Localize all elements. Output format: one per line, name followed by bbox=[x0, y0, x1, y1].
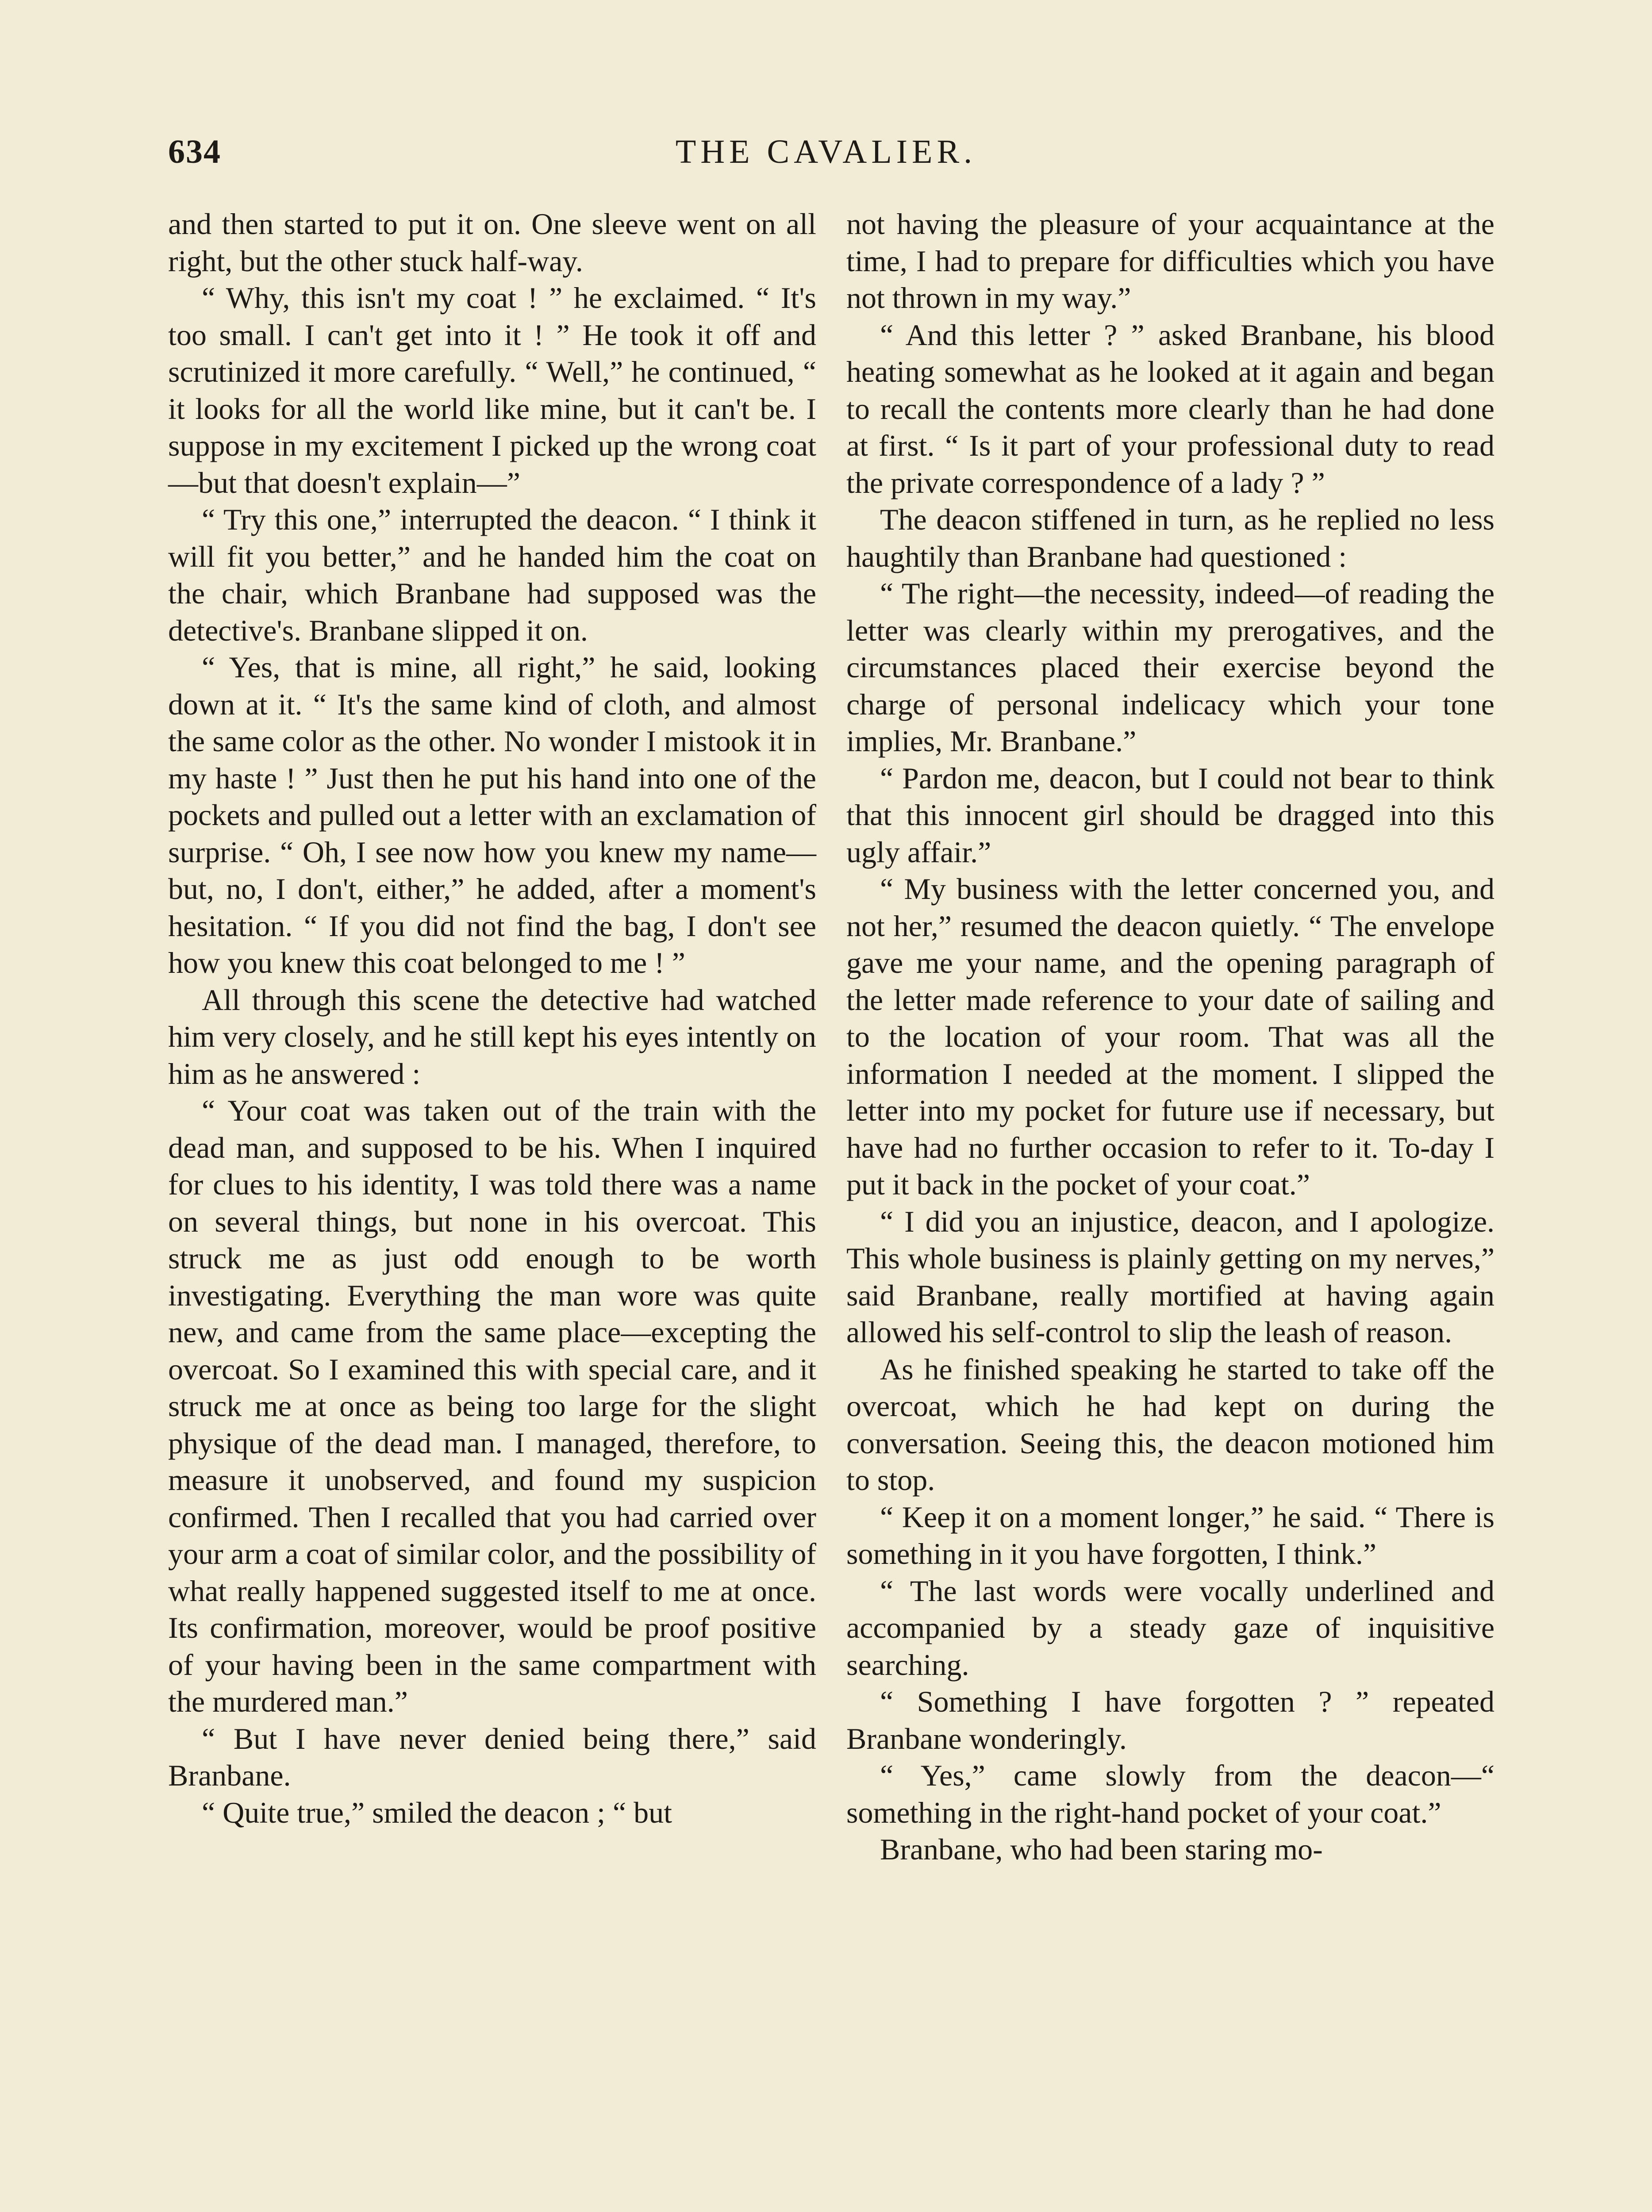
paragraph: “ Yes, that is mine, all right,” he said, looking down at it. “ It's the same kind of cloth, and almost the same color as the other. No wonder I mistook it in my haste ! ” Just then he put his hand into one of the pockets and pulled out a letter with an exclamation of surprise. “ Oh, I see now how you knew my name—but, no, I don't, either,” he added, after a moment's hesitation. “ If you did not find the bag, I don't see how you knew this coat belonged to me ! ” bbox=[168, 650, 816, 979]
paragraph: All through this scene the detective had watched him very closely, and he still kept his eyes intently on him as he answered : bbox=[168, 983, 816, 1091]
left-column bbox=[168, 206, 816, 1831]
paragraph: “ Yes,” came slowly from the deacon—“ something in the right-hand pocket of your coat.” bbox=[846, 1759, 1494, 1829]
paragraph: Branbane, who had been staring mo- bbox=[880, 1832, 1323, 1866]
paragraph: “ Your coat was taken out of the train with the dead man, and supposed to be his. When I inquired for clues to his identity, I was told there was a name on several things, but none in his overcoat. This struck me as just odd enough to be worth investigating. Everything the man wore was quite new, and came from the same place—excepting the overcoat. So I examined this with special care, and it struck me at once as being too large for the slight physique of the dead man. I managed, therefore, to measure it unobserved, and found my suspicion confirmed. Then I recalled that you had carried over your arm a coat of similar color, and the possibility of what really happened suggested itself to me at once. Its confirmation, moreover, would be proof positive of your having been in the same compartment with the murdered man.” bbox=[168, 1094, 816, 1718]
page-number: 634 bbox=[168, 133, 221, 170]
paragraph: “ Something I have forgotten ? ” repeated Branbane wonderingly. bbox=[846, 1685, 1494, 1755]
paragraph: “ The last words were vocally underlined and accompanied by a steady gaze of inquisitive searching. bbox=[846, 1574, 1494, 1682]
paragraph: and then started to put it on. One sleeve went on all right, but the other stuck half-way. bbox=[168, 207, 816, 278]
paragraph: “ And this letter ? ” asked Branbane, his blood heating somewhat as he looked at it again and began to recall the contents more clearly than he had done at first. “ Is it part of your professional duty to read the private correspondence of a lady ? ” bbox=[846, 318, 1494, 499]
right-column bbox=[846, 206, 1494, 1868]
paragraph: “ Pardon me, deacon, but I could not bear to think that this innocent girl should be dragged into this ugly affair.” bbox=[846, 761, 1494, 869]
paragraph: “ Keep it on a moment longer,” he said. “ There is something in it you have forgotten, I think.” bbox=[846, 1500, 1494, 1571]
paragraph: not having the pleasure of your acquaintance at the time, I had to prepare for difficulties which you have not thrown in my way.” bbox=[846, 207, 1494, 315]
page-header bbox=[0, 133, 1652, 190]
paragraph: “ Quite true,” smiled the deacon ; “ but bbox=[202, 1795, 672, 1829]
paragraph: “ The right—the necessity, indeed—of reading the letter was clearly within my prerogatives, and the circumstances placed their exercise beyond the charge of personal indelicacy which your tone implies, Mr. Branbane.” bbox=[846, 576, 1494, 758]
paragraph: As he finished speaking he started to take off the overcoat, which he had kept on during the conversation. Seeing this, the deacon motioned him to stop. bbox=[846, 1352, 1494, 1497]
paragraph: “ My business with the letter concerned you, and not her,” resumed the deacon quietly. “ The envelope gave me your name, and the opening paragraph of the letter made reference to your date of sailing and to the location of your room. That was all the information I needed at the moment. I slipped the letter into my pocket for future use if necessary, but have had no further occasion to refer to it. To-day I put it back in the pocket of your coat.” bbox=[846, 872, 1494, 1201]
paragraph: The deacon stiffened in turn, as he replied no less haughtily than Branbane had questioned : bbox=[846, 503, 1494, 573]
running-title: THE CAVALIER. bbox=[675, 133, 977, 170]
paragraph: “ I did you an injustice, deacon, and I apologize. This whole business is plainly getting on my nerves,” said Branbane, really mortified at having again allowed his self-control to slip the leash of reason. bbox=[846, 1204, 1494, 1349]
paragraph: “ Try this one,” interrupted the deacon. “ I think it will fit you better,” and he handed him the coat on the chair, which Branbane had supposed was the detective's. Branbane slipped it on. bbox=[168, 503, 816, 647]
paragraph: “ Why, this isn't my coat ! ” he exclaimed. “ It's too small. I can't get into it ! ” He took it off and scrutinized it more carefully. “ Well,” he continued, “ it looks for all the world like mine, but it can't be. I suppose in my excitement I picked up the wrong coat—but that doesn't explain—” bbox=[168, 281, 816, 499]
paragraph: “ But I have never denied being there,” said Branbane. bbox=[168, 1721, 816, 1792]
